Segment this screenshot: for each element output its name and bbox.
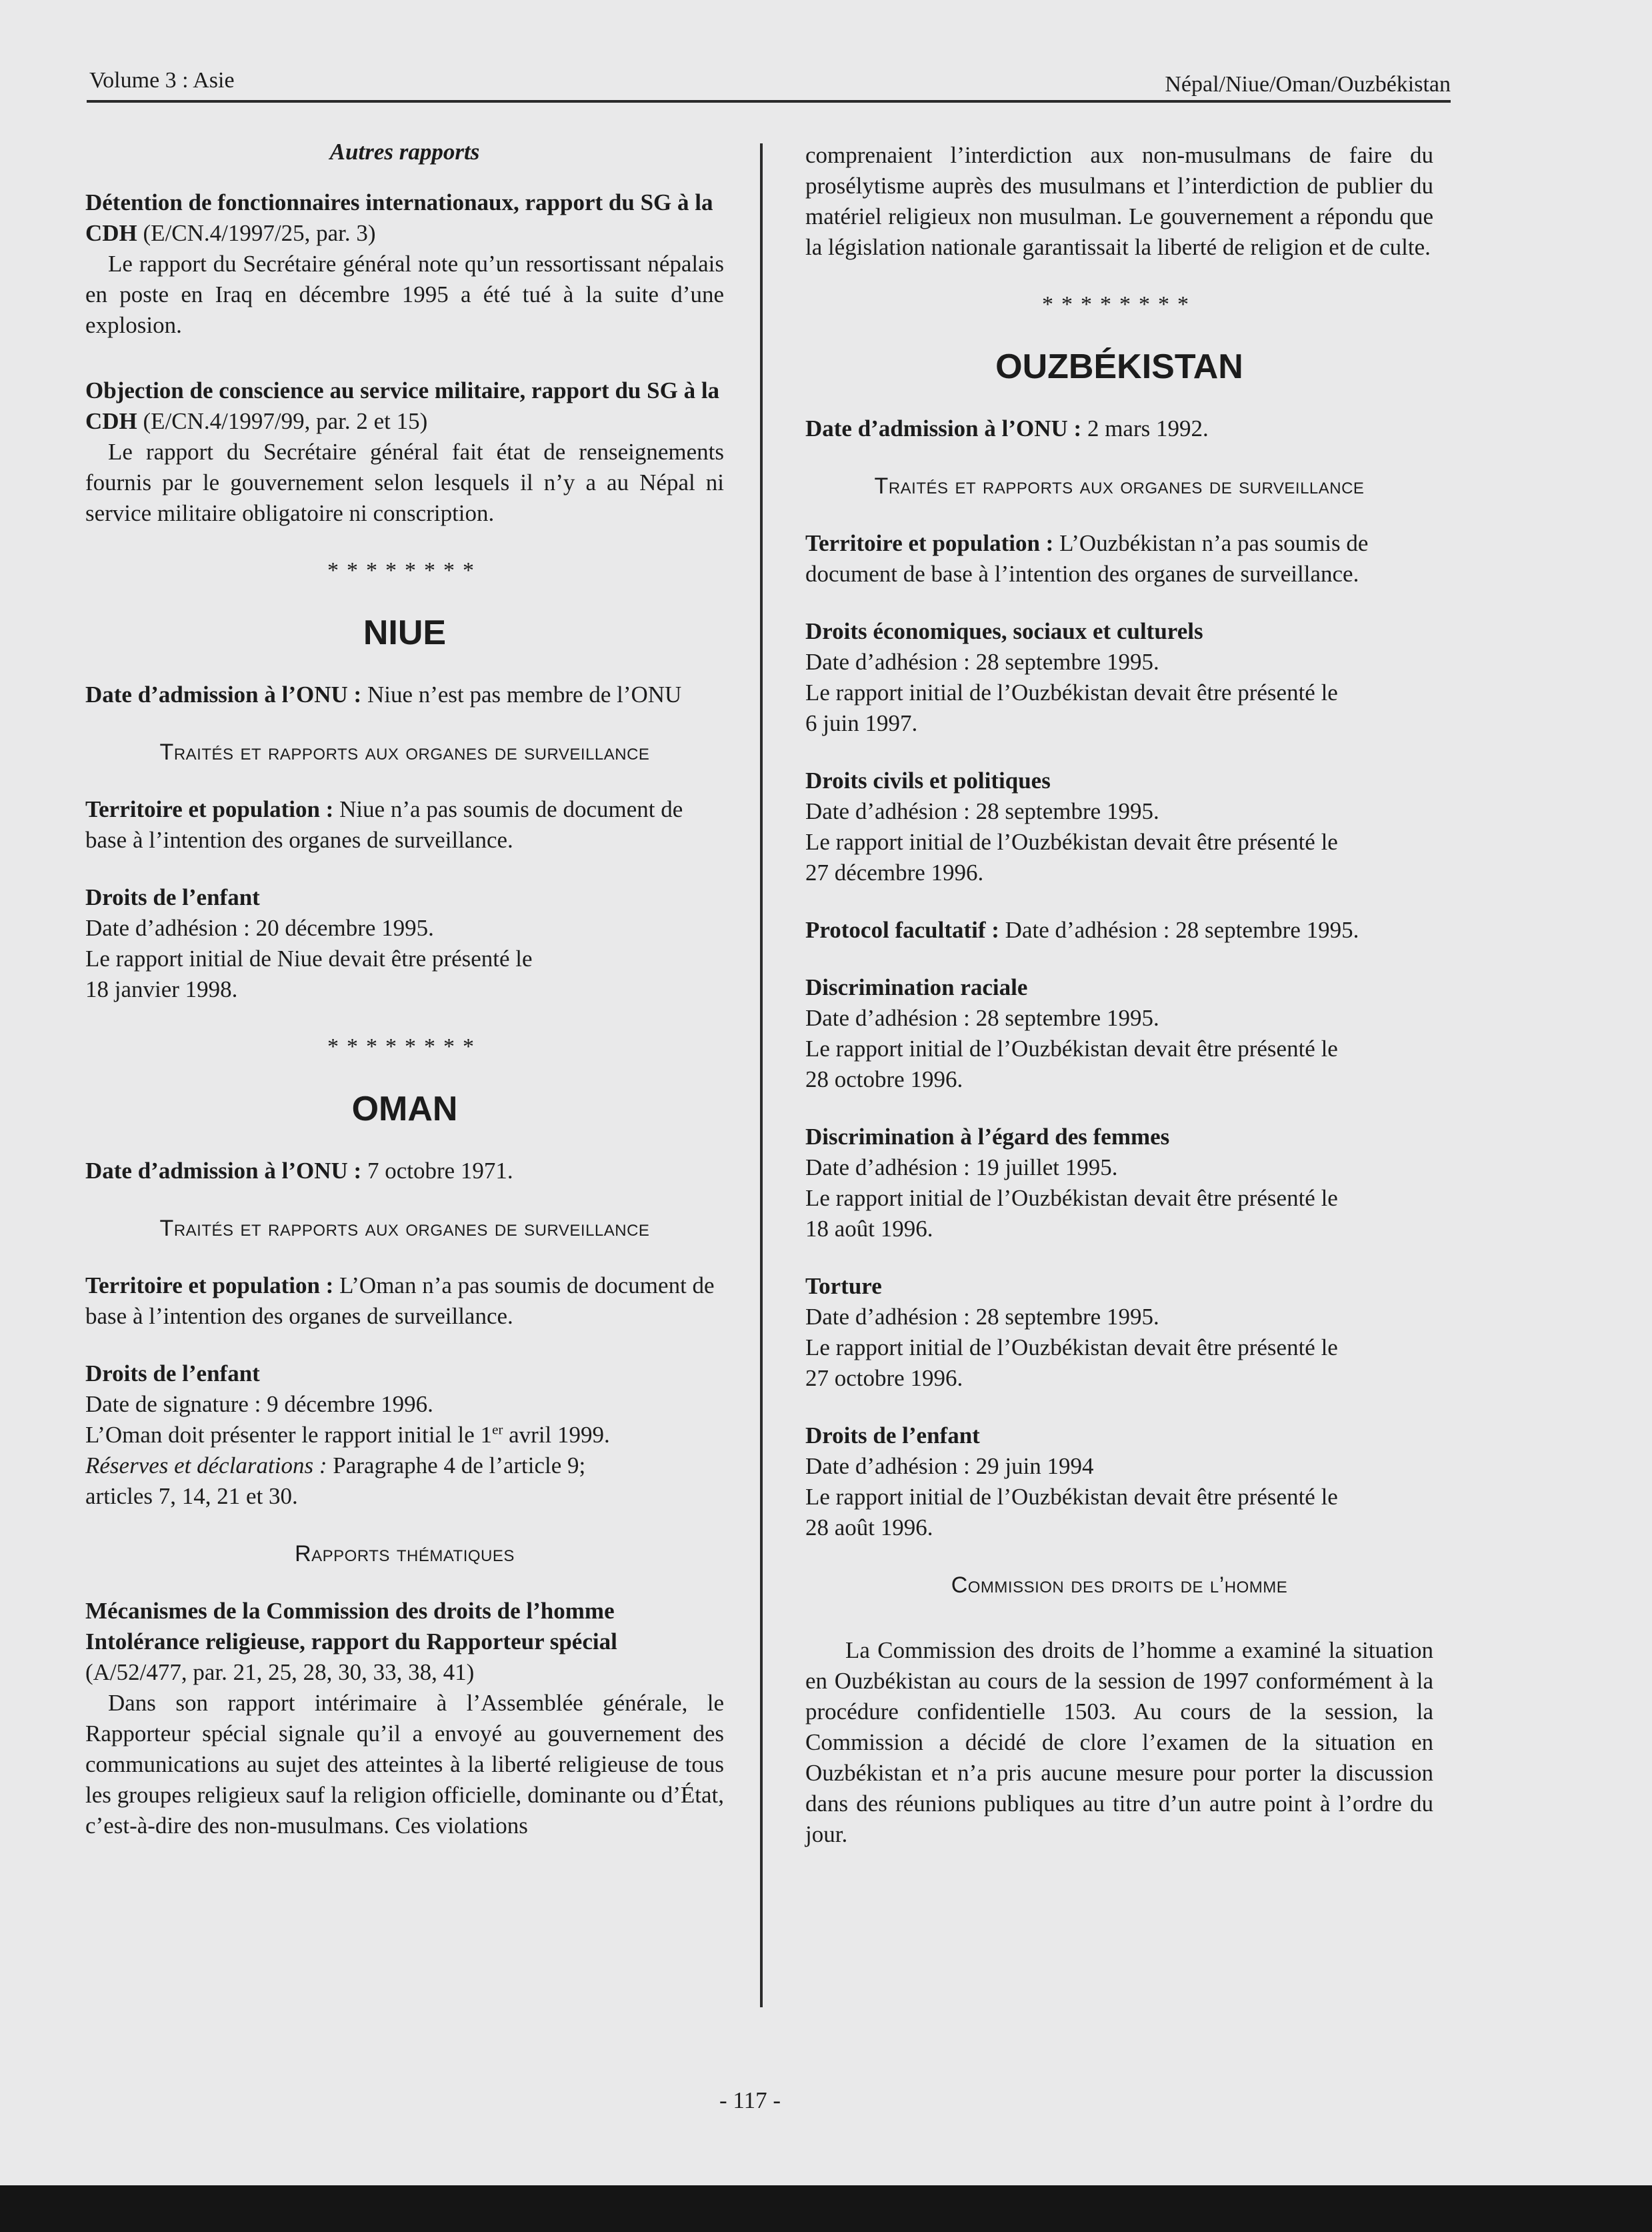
ouz-commission-text: La Commission des droits de l’homme a examiné la situation en Ouzbékistan au cours de la session de 1997 conformément à la procédure confidentielle 1503. Au cours de la session, la Commission a décidé de clore l’examen de la situation en Ouzbékistan et n’a pris aucune mesure pour porter la discussion dans des réunions publiques au titre d’un autre point à l’ordre du jour. (805, 1637, 1433, 1847)
ouz-desc-line: Le rapport initial de l’Ouzbékistan devait être présenté le (805, 680, 1338, 706)
ouz-enfant-line: Date d’adhésion : 29 juin 1994 (805, 1453, 1094, 1479)
oman-traites-heading: Traités et rapports aux organes de surveillance (159, 1216, 650, 1241)
oman-intolerance-ref: (A/52/477, par. 21, 25, 28, 30, 33, 38, 41) (85, 1659, 475, 1685)
ouz-protocol-label: Protocol facultatif : (805, 917, 999, 943)
section-separator: ******** (1042, 292, 1197, 317)
header-countries: Népal/Niue/Oman/Ouzbékistan (1165, 72, 1451, 97)
oman-admission-value: 7 octobre 1971. (361, 1158, 513, 1184)
niue-admission (85, 680, 724, 710)
oman-territoire-label: Territoire et population : (85, 1272, 334, 1298)
ouz-admission-value: 2 mars 1992. (1081, 415, 1209, 441)
ouz-dcp-line: Le rapport initial de l’Ouzbékistan devait être présenté le (805, 829, 1338, 855)
ouz-torture-title: Torture (805, 1273, 882, 1299)
ouz-desc-title: Droits économiques, sociaux et culturels (805, 618, 1203, 644)
report-objection-text: Le rapport du Secrétaire général fait état de renseignements fournis par le gouvernement selon lesquels il n’y a au Népal ni service militaire obligatoire ni conscription. (85, 439, 724, 526)
niue-territoire-label: Territoire et population : (85, 796, 334, 822)
left-column (85, 137, 724, 1841)
ouz-territoire (805, 528, 1433, 590)
niue-admission-value: Niue n’est pas membre de l’ONU (361, 682, 682, 708)
oman-admission-label: Date d’admission à l’ONU : (85, 1158, 362, 1184)
niue-traites-heading: Traités et rapports aux organes de surveillance (159, 740, 650, 765)
ouz-femmes-line: Date d’adhésion : 19 juillet 1995. (805, 1154, 1118, 1180)
report-detention-title: Détention de fonctionnaires internationaux, rapport du SG à la CDH (85, 189, 713, 246)
country-title-ouzbekistan: OUZBÉKISTAN (995, 347, 1243, 386)
ouz-disc-line: Le rapport initial de l’Ouzbékistan devait être présenté le (805, 1036, 1338, 1062)
ouz-femmes-line: Le rapport initial de l’Ouzbékistan devait être présenté le (805, 1185, 1338, 1211)
ouz-torture-line: 27 octobre 1996. (805, 1365, 963, 1391)
oman-territoire (85, 1270, 724, 1332)
header-volume: Volume 3 : Asie (89, 68, 235, 93)
niue-enfant-line: 18 janvier 1998. (85, 976, 238, 1002)
report-objection-title: Objection de conscience au service militaire, rapport du SG à la CDH (85, 377, 720, 434)
ouz-commission-heading: Commission des droits de l’homme (951, 1572, 1288, 1598)
ouz-torture-line: Le rapport initial de l’Ouzbékistan devait être présenté le (805, 1334, 1338, 1360)
column-divider (760, 143, 763, 2007)
oman-reserves-value: Paragraphe 4 de l’article 9; (327, 1452, 586, 1478)
ouz-territoire-value: L’Ouzbékistan n’a pas soumis de document de base à l’intention des organes de surveillance. (805, 530, 1369, 587)
report-detention (85, 187, 724, 249)
report-detention-text: Le rapport du Secrétaire général note qu’un ressortissant népalais en poste en Iraq en décembre 1995 a été tué à la suite d’une explosion. (85, 251, 724, 338)
oman-intolerance-title: Intolérance religieuse, rapport du Rapporteur spécial (85, 1628, 617, 1654)
country-title-oman: OMAN (351, 1090, 458, 1128)
oman-enfant-line-a: L’Oman doit présenter le rapport initial le 1 (85, 1422, 493, 1448)
ouz-enfant-line: Le rapport initial de l’Ouzbékistan devait être présenté le (805, 1484, 1338, 1510)
oman-enfant-title: Droits de l’enfant (85, 1360, 260, 1386)
country-title-niue: NIUE (363, 614, 447, 652)
report-objection-ref: (E/CN.4/1997/99, par. 2 et 15) (137, 408, 428, 434)
ouz-protocol-value: Date d’adhésion : 28 septembre 1995. (999, 917, 1359, 943)
ouz-enfant-title: Droits de l’enfant (805, 1422, 980, 1448)
ouz-disc-title: Discrimination raciale (805, 974, 1028, 1000)
ouz-protocol (805, 915, 1433, 946)
ouz-desc-line: Date d’adhésion : 28 septembre 1995. (805, 649, 1159, 675)
ouz-admission (805, 413, 1433, 444)
niue-territoire-value: Niue n’a pas soumis de document de base à l’intention des organes de surveillance. (85, 796, 683, 853)
section-separator: ******** (327, 1034, 482, 1059)
section-separator: ******** (327, 558, 482, 583)
ouz-enfant-line: 28 août 1996. (805, 1514, 933, 1540)
autres-rapports-heading: Autres rapports (329, 139, 480, 165)
page-number: - 117 - (719, 2087, 781, 2113)
ouz-disc-line: Date d’adhésion : 28 septembre 1995. (805, 1005, 1159, 1031)
ouz-desc-line: 6 juin 1997. (805, 710, 918, 736)
niue-territoire (85, 794, 724, 856)
niue-enfant-line: Le rapport initial de Niue devait être présenté le (85, 946, 533, 972)
ouz-femmes-title: Discrimination à l’égard des femmes (805, 1124, 1170, 1150)
ouz-femmes-line: 18 août 1996. (805, 1216, 933, 1242)
ouz-territoire-label: Territoire et population : (805, 530, 1054, 556)
ouz-dcp-line: 27 décembre 1996. (805, 860, 984, 886)
oman-enfant-sup: er (492, 1421, 503, 1438)
niue-enfant-title: Droits de l’enfant (85, 884, 260, 910)
oman-reserves-line: articles 7, 14, 21 et 30. (85, 1483, 298, 1509)
oman-territoire-value: L’Oman n’a pas soumis de document de base à l’intention des organes de surveillance. (85, 1272, 715, 1329)
niue-admission-label: Date d’admission à l’ONU : (85, 682, 362, 708)
report-objection (85, 375, 724, 437)
running-header (87, 68, 1451, 103)
oman-intolerance-text-continued: comprenaient l’interdiction aux non-musulmans de faire du prosélytisme auprès des musulmans et l’interdiction de publier du matériel religieux non musulman. Le gouvernement a répondu que la législation nationale garantissait la liberté de religion et de culte. (805, 142, 1433, 260)
ouz-torture-line: Date d’adhésion : 28 septembre 1995. (805, 1304, 1159, 1330)
ouz-dcp-title: Droits civils et politiques (805, 768, 1051, 794)
niue-enfant-line: Date d’adhésion : 20 décembre 1995. (85, 915, 434, 941)
oman-admission (85, 1156, 724, 1186)
ouz-disc-line: 28 octobre 1996. (805, 1066, 963, 1092)
report-detention-ref: (E/CN.4/1997/25, par. 3) (137, 220, 376, 246)
oman-enfant-line-b: avril 1999. (503, 1422, 610, 1448)
oman-enfant-line: Date de signature : 9 décembre 1996. (85, 1391, 433, 1417)
ouz-traites-heading: Traités et rapports aux organes de surveillance (874, 473, 1365, 499)
scan-bottom-edge (0, 2185, 1652, 2232)
oman-reserves (85, 1450, 724, 1481)
ouz-admission-label: Date d’admission à l’ONU : (805, 415, 1082, 441)
oman-reserves-label: Réserves et déclarations : (85, 1452, 327, 1478)
oman-mecanismes-title: Mécanismes de la Commission des droits de l’homme (85, 1598, 615, 1624)
right-column (805, 140, 1433, 1850)
oman-thematiques-heading: Rapports thématiques (295, 1541, 515, 1566)
oman-enfant-line (85, 1420, 724, 1450)
oman-intolerance-text: Dans son rapport intérimaire à l’Assemblée générale, le Rapporteur spécial signale qu’il a envoyé au gouvernement des communications au sujet des atteintes à la liberté religieuse de tous les groupes religieux sauf la religion officielle, dominante ou d’État, c’est-à-dire des non-musulmans. Ces violations (85, 1690, 724, 1839)
ouz-dcp-line: Date d’adhésion : 28 septembre 1995. (805, 798, 1159, 824)
